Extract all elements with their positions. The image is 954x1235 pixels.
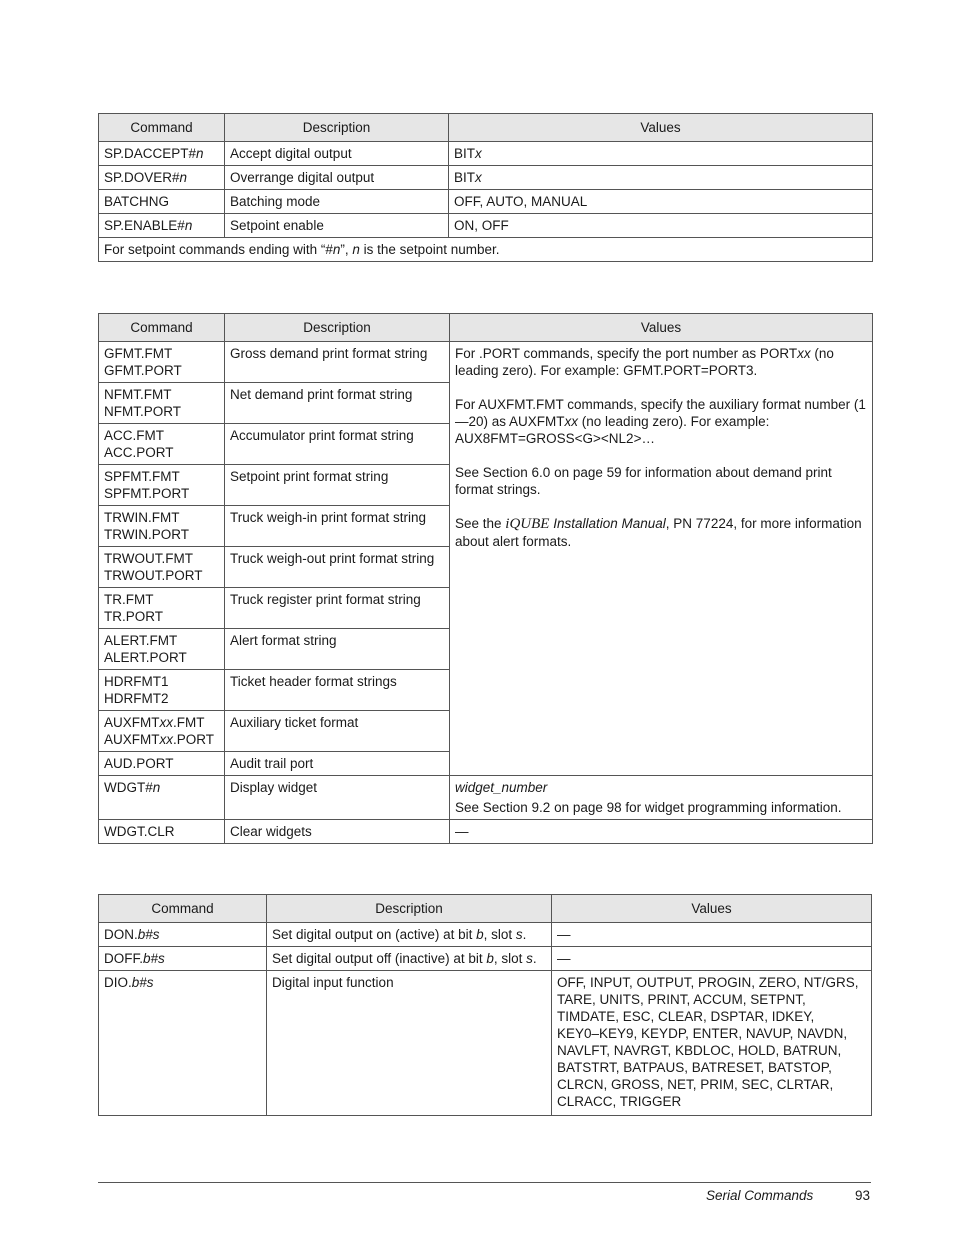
description-cell: Display widget (225, 776, 450, 820)
column-header: Command (99, 114, 225, 142)
table-row (99, 820, 873, 844)
column-header: Values (449, 114, 873, 142)
description-cell: Accept digital output (225, 142, 449, 166)
command-cell: BATCHNG (99, 190, 225, 214)
command-cell: AUD.PORT (99, 752, 225, 776)
command-cell: DON.b#s (99, 923, 267, 947)
description-cell: Audit trail port (225, 752, 450, 776)
format-values-cell (450, 342, 873, 776)
command-cell: SP.ENABLE#n (99, 214, 225, 238)
command-cell: HDRFMT1 HDRFMT2 (99, 670, 225, 711)
values-cell: — (552, 947, 872, 971)
table-header-row (99, 895, 872, 923)
print-format-commands-table (98, 313, 873, 844)
table-row (99, 776, 873, 820)
values-cell: — (450, 820, 873, 844)
table-row (99, 142, 873, 166)
command-cell: DOFF.b#s (99, 947, 267, 971)
command-cell: NFMT.FMT NFMT.PORT (99, 383, 225, 424)
command-cell: TRWIN.FMT TRWIN.PORT (99, 506, 225, 547)
table-note: For setpoint commands ending with “#n”, n is the setpoint number. (99, 238, 873, 262)
description-cell: Set digital output off (inactive) at bit b, slot s. (267, 947, 552, 971)
table-row (99, 923, 872, 947)
auxfmt-values-paragraph: For AUXFMT.FMT commands, specify the auxiliary format number (1—20) as AUXFMTxx (no leading zero). For example: AUX8FMT=GROSS<G><NL2>… (455, 397, 866, 446)
description-cell: Alert format string (225, 629, 450, 670)
setpoint-commands-table (98, 113, 873, 262)
command-cell: WDGT#n (99, 776, 225, 820)
table-note-row (99, 238, 873, 262)
values-cell: — (552, 923, 872, 947)
description-cell: Truck weigh-out print format string (225, 547, 450, 588)
column-header: Description (225, 314, 450, 342)
command-cell: GFMT.FMT GFMT.PORT (99, 342, 225, 383)
description-cell: Digital input function (267, 971, 552, 1116)
digital-io-commands-table (98, 894, 872, 1116)
table-row (99, 166, 873, 190)
description-cell: Gross demand print format string (225, 342, 450, 383)
iqube-brand: iQUBE (505, 516, 550, 532)
alert-format-paragraph: See the iQUBE Installation Manual, PN 77224, for more information about alert formats. (455, 516, 862, 549)
command-cell: SPFMT.FMT SPFMT.PORT (99, 465, 225, 506)
table-row (99, 342, 873, 383)
command-cell: AUXFMTxx.FMT AUXFMTxx.PORT (99, 711, 225, 752)
page-number: 93 (855, 1188, 871, 1203)
table-row (99, 190, 873, 214)
command-cell: SP.DOVER#n (99, 166, 225, 190)
demand-format-paragraph: See Section 6.0 on page 59 for information about demand print format strings. (455, 465, 832, 497)
description-cell: Overrange digital output (225, 166, 449, 190)
column-header: Values (450, 314, 873, 342)
description-cell: Setpoint enable (225, 214, 449, 238)
description-cell: Ticket header format strings (225, 670, 450, 711)
table-row (99, 947, 872, 971)
values-cell: widget_number See Section 9.2 on page 98 for widget programming information. (450, 776, 873, 820)
command-cell: WDGT.CLR (99, 820, 225, 844)
table-header-row (99, 314, 873, 342)
table-row (99, 971, 872, 1116)
footer-rule (98, 1182, 871, 1183)
description-cell: Batching mode (225, 190, 449, 214)
command-cell: DIO.b#s (99, 971, 267, 1116)
command-cell: SP.DACCEPT#n (99, 142, 225, 166)
column-header: Values (552, 895, 872, 923)
table-header-row (99, 114, 873, 142)
column-header: Command (99, 314, 225, 342)
column-header: Command (99, 895, 267, 923)
description-cell: Net demand print format string (225, 383, 450, 424)
description-cell: Clear widgets (225, 820, 450, 844)
command-cell: ACC.FMT ACC.PORT (99, 424, 225, 465)
values-cell: OFF, INPUT, OUTPUT, PROGIN, ZERO, NT/GRS, TARE, UNITS, PRINT, ACCUM, SETPNT, TIMDATE, ESC, CLEAR, DSPTAR, IDKEY, KEY0–KEY9, KEYDP, ENTER, NAVUP, NAVDN, NAVLFT, NAVRGT, KBDLOC, HOLD, BATRUN, BATSTRT, BATPAUS, BATRESET, BATSTOP, CLRCN, GROSS, NET, PRIM, SEC, CLRTAR, CLRACC, TRIGGER (552, 971, 872, 1116)
values-cell: OFF, AUTO, MANUAL (449, 190, 873, 214)
table-row (99, 214, 873, 238)
description-cell: Auxiliary ticket format (225, 711, 450, 752)
description-cell: Accumulator print format string (225, 424, 450, 465)
description-cell: Truck register print format string (225, 588, 450, 629)
column-header: Description (267, 895, 552, 923)
command-cell: TRWOUT.FMT TRWOUT.PORT (99, 547, 225, 588)
footer-section-title: Serial Commands (706, 1188, 814, 1203)
command-cell: ALERT.FMT ALERT.PORT (99, 629, 225, 670)
values-cell: ON, OFF (449, 214, 873, 238)
values-cell: BITx (449, 142, 873, 166)
column-header: Description (225, 114, 449, 142)
command-cell: TR.FMT TR.PORT (99, 588, 225, 629)
values-cell: BITx (449, 166, 873, 190)
port-values-paragraph: For .PORT commands, specify the port number as PORTxx (no leading zero). For example: GFMT.PORT=PORT3. (455, 346, 834, 378)
description-cell: Setpoint print format string (225, 465, 450, 506)
description-cell: Truck weigh-in print format string (225, 506, 450, 547)
description-cell: Set digital output on (active) at bit b, slot s. (267, 923, 552, 947)
